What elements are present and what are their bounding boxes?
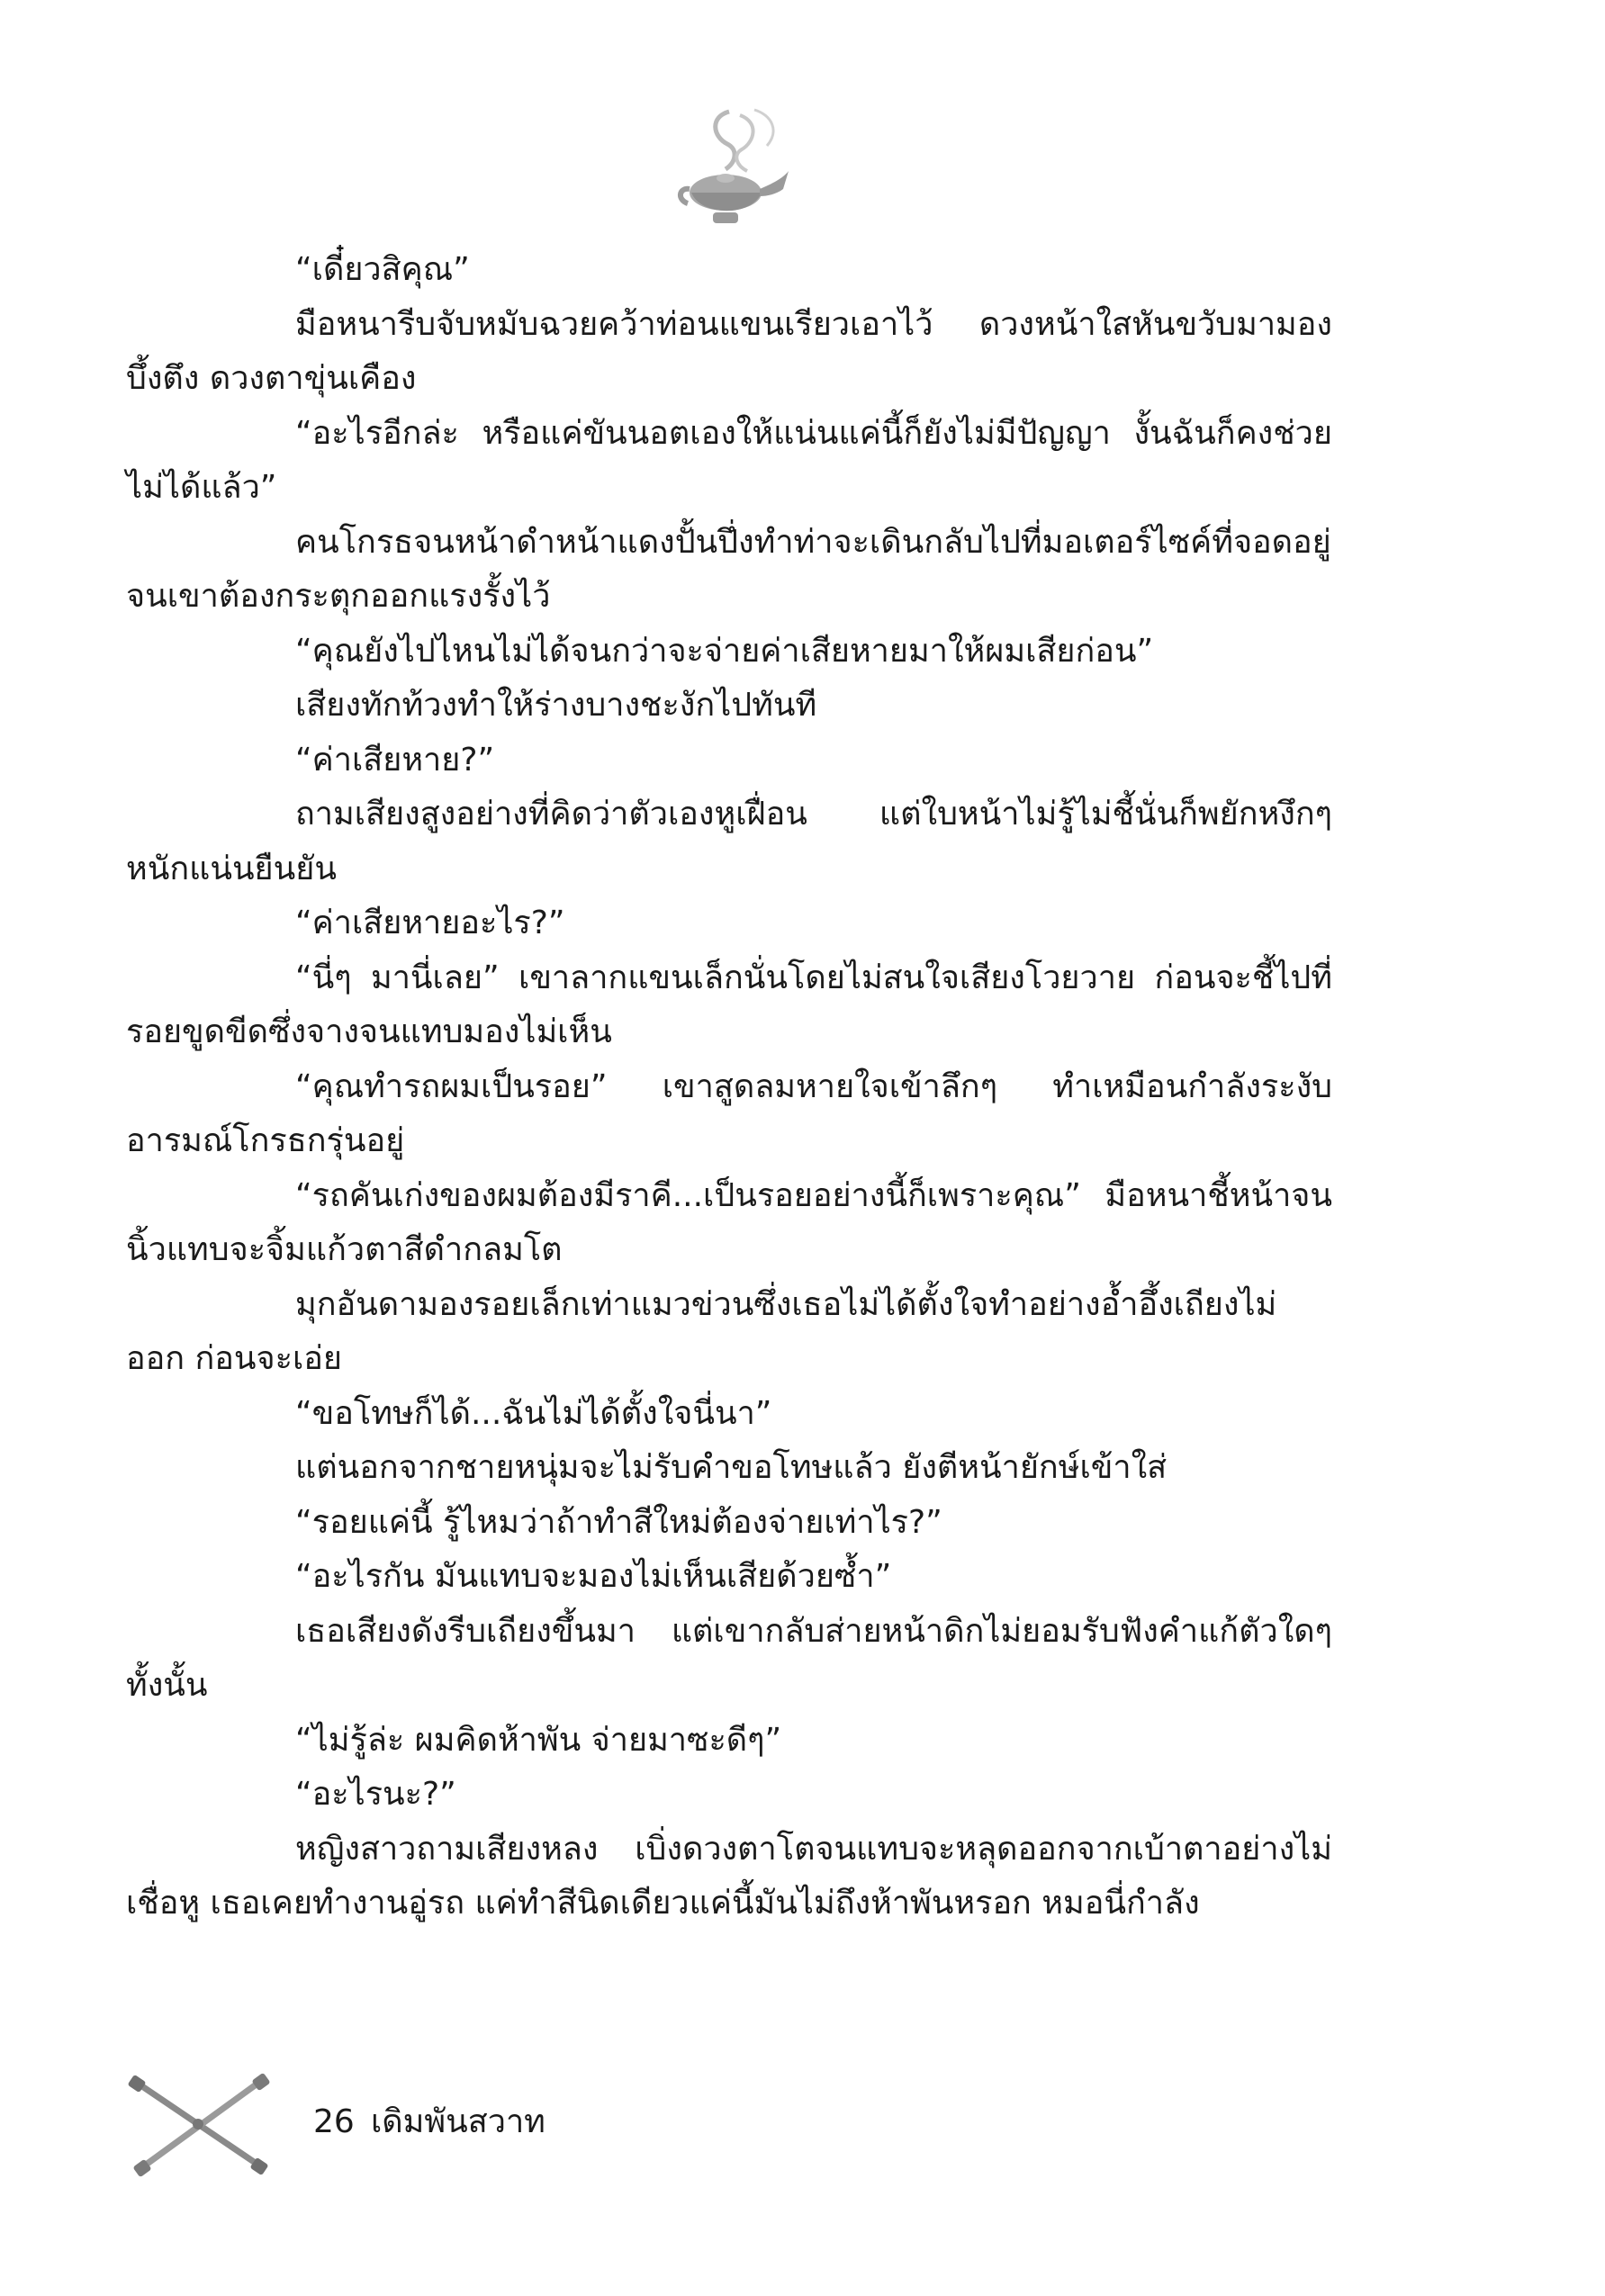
paragraph: “รอยแค่นี้ รู้ไหมว่าถ้าทำสีใหม่ต้องจ่ายเท่าไร?” — [295, 1503, 942, 1541]
paragraph: “รถคันเก่งของผมต้องมีราคี...เป็นรอยอย่างนี้ก็เพราะคุณ” มือหนาชี้หน้าจนนิ้วแทบจะจิ้มแก้วตาสีดำกลมโต — [126, 1176, 1332, 1268]
paragraph: ถามเสียงสูงอย่างที่คิดว่าตัวเองหูเฝื่อน แต่ใบหน้าไม่รู้ไม่ชี้นั่นก็พยักหงึกๆ หนักแน่นยืนยัน — [126, 796, 1343, 887]
book-title: เดิมพันสวาท — [371, 2103, 546, 2140]
paragraph: แต่นอกจากชายหนุ่มจะไม่รับคำขอโทษแล้ว ยังตีหน้ายักษ์เข้าใส่ — [295, 1449, 1168, 1486]
paragraph: “เดี๋ยวสิคุณ” — [295, 251, 470, 288]
paragraph: เธอเสียงดังรีบเถียงขึ้นมา แต่เขากลับส่ายหน้าดิกไม่ยอมรับฟังคำแก้ตัวใดๆ ทั้งนั้น — [126, 1612, 1343, 1704]
paragraph: คนโกรธจนหน้าดำหน้าแดงปั้นปึ่งทำท่าจะเดินกลับไปที่มอเตอร์ไซค์ที่จอดอยู่ จนเขาต้องกระตุกออกแรงรั้งไว้ — [126, 523, 1342, 615]
paragraph: “อะไรกัน มันแทบจะมองไม่เห็นเสียด้วยซ้ำ” — [295, 1558, 892, 1595]
paragraph: เสียงทักท้วงทำให้ร่างบางชะงักไปทันที — [295, 687, 817, 724]
lug-wrench-icon — [126, 2070, 270, 2178]
paragraph: “นี่ๆ มานี่เลย” เขาลากแขนเล็กนั่นโดยไม่สนใจเสียงโวยวาย ก่อนจะชี้ไปที่รอยขูดขีดซึ่งจางจนแทบมองไม่เห็น — [126, 959, 1332, 1050]
paragraph: “คุณทำรถผมเป็นรอย” เขาสูดลมหายใจเข้าลึกๆ ทำเหมือนกำลังระงับอารมณ์โกรธกรุ่นอยู่ — [126, 1067, 1332, 1159]
body-text — [126, 243, 1343, 1931]
page-number: 26 — [313, 2103, 355, 2140]
paragraph: “ค่าเสียหาย?” — [295, 741, 495, 779]
paragraph: มุกอันดามองรอยเล็กเท่าแมวข่วนซึ่งเธอไม่ได้ตั้งใจทำอย่างอ้ำอึ้งเถียงไม่ออก ก่อนจะเอ่ย — [126, 1285, 1277, 1377]
paragraph: มือหนารีบจับหมับฉวยคว้าท่อนแขนเรียวเอาไว้ ดวงหน้าใสหันขวับมามองบึ้งตึง ดวงตาขุ่นเคือง — [126, 305, 1332, 397]
paragraph: หญิงสาวถามเสียงหลง เบิ่งดวงตาโตจนแทบจะหลุดออกจากเบ้าตาอย่างไม่เชื่อหู เธอเคยทำงานอู่รถ แค่ทำสีนิดเดียวแค่นี้มันไม่ถึงห้าพันหรอก หมอนี่กำลัง — [126, 1830, 1332, 1922]
paragraph: “ไม่รู้ล่ะ ผมคิดห้าพัน จ่ายมาซะดีๆ” — [295, 1721, 782, 1759]
page-footer — [126, 2070, 756, 2178]
paragraph: “อะไรอีกล่ะ หรือแค่ขันนอตเองให้แน่นแค่นี้ก็ยังไม่มีปัญญา งั้นฉันก็คงช่วยไม่ได้แล้ว” — [126, 414, 1332, 506]
paragraph: “คุณยังไปไหนไม่ได้จนกว่าจะจ่ายค่าเสียหายมาให้ผมเสียก่อน” — [295, 632, 1154, 670]
lamp-icon — [673, 106, 790, 237]
paragraph: “ขอโทษก็ได้...ฉันไม่ได้ตั้งใจนี่นา” — [295, 1394, 772, 1432]
paragraph: “อะไรนะ?” — [295, 1776, 456, 1813]
paragraph: “ค่าเสียหายอะไร?” — [295, 905, 565, 941]
